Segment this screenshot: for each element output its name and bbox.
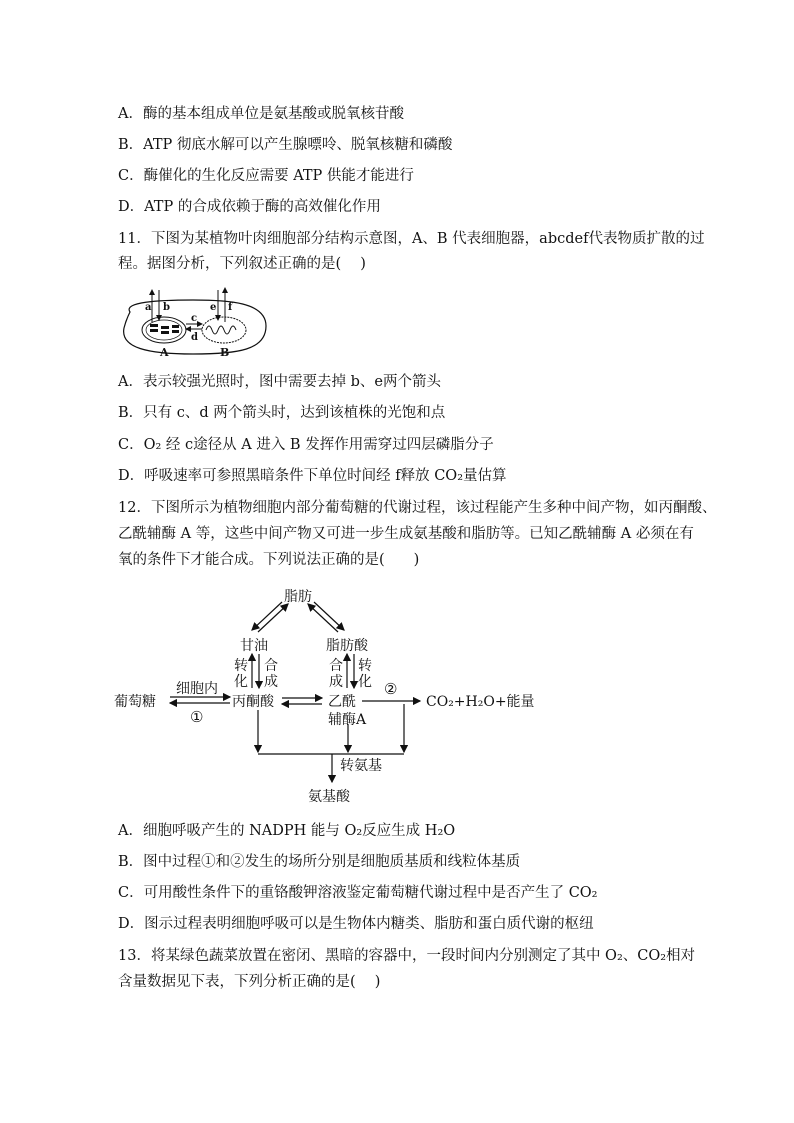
node-fat: 脂肪 <box>284 589 312 605</box>
node-fatty-acid: 脂肪酸 <box>326 638 368 654</box>
node-glucose: 葡萄糖 <box>114 694 156 710</box>
q11-stem-line1: 11．下图为某植物叶肉细胞部分结构示意图，A、B 代表细胞器，abcdef代表物质扩散的过 <box>118 231 705 247</box>
q11-cell-diagram <box>118 284 270 362</box>
q11-option-c: C．O₂ 经 c途径从 A 进入 B 发挥作用需穿过四层磷脂分子 <box>118 437 494 453</box>
q12-option-b: B．图中过程①和②发生的场所分别是细胞质基质和线粒体基质 <box>118 854 521 870</box>
label-convert-right-2: 化 <box>358 674 372 690</box>
label-step-1: ① <box>190 708 204 726</box>
q10-option-d: D．ATP 的合成依赖于酶的高效催化作用 <box>118 199 381 215</box>
label-synth-left-1: 合 <box>264 658 278 674</box>
q10-option-a: A．酶的基本组成单位是氨基酸或脱氧核苷酸 <box>118 106 404 122</box>
q12-option-a: A．细胞呼吸产生的 NADPH 能与 O₂反应生成 H₂O <box>118 823 456 839</box>
label-convert-left-2: 化 <box>234 674 248 690</box>
q12-stem-line3: 氧的条件下才能合成。下列说法正确的是( ) <box>118 552 420 568</box>
node-amino-acid: 氨基酸 <box>308 789 350 805</box>
q12-stem-line2: 乙酰辅酶 A 等，这些中间产物又可进一步生成氨基酸和脂肪等。已知乙酰辅酶 A 必须在有 <box>118 526 694 542</box>
label-A: A <box>160 346 169 359</box>
node-acetyl-2: 辅酶A <box>328 712 367 728</box>
label-synth-right-2: 成 <box>329 674 343 690</box>
node-acetyl-1: 乙酰 <box>328 694 356 710</box>
q13-stem-line2: 含量数据见下表，下列分析正确的是( ) <box>118 974 381 990</box>
q11-option-d: D．呼吸速率可参照黑暗条件下单位时间经 f释放 CO₂量估算 <box>118 468 507 484</box>
node-products: CO₂+H₂O+能量 <box>426 694 535 710</box>
q13-stem-line1: 13．将某绿色蔬菜放置在密闭、黑暗的容器中，一段时间内分别测定了其中 O₂、CO₂相对 <box>118 948 696 964</box>
q10-option-c: C．酶催化的生化反应需要 ATP 供能才能进行 <box>118 168 414 184</box>
node-glycerol: 甘油 <box>240 638 268 654</box>
label-a: a <box>145 302 152 313</box>
q12-option-d: D．图示过程表明细胞呼吸可以是生物体内糖类、脂肪和蛋白质代谢的枢纽 <box>118 916 594 932</box>
q12-stem-line1: 12．下图所示为植物细胞内部分葡萄糖的代谢过程，该过程能产生多种中间产物，如丙酮酸、 <box>118 500 717 516</box>
q11-option-a: A．表示较强光照时，图中需要去掉 b、e两个箭头 <box>118 374 441 390</box>
label-step-2: ② <box>384 680 398 698</box>
q11-stem-line2: 程。据图分析，下列叙述正确的是( ) <box>118 256 366 272</box>
q10-option-b: B．ATP 彻底水解可以产生腺嘌呤、脱氧核糖和磷酸 <box>118 137 453 153</box>
chloroplast-A <box>142 317 186 343</box>
q12-option-c: C．可用酸性条件下的重铬酸钾溶液鉴定葡萄糖代谢过程中是否产生了 CO₂ <box>118 885 598 901</box>
label-synth-left-2: 成 <box>264 674 278 690</box>
label-synth-right-1: 合 <box>329 658 343 674</box>
label-intracellular: 细胞内 <box>176 681 218 697</box>
label-b: b <box>163 302 170 313</box>
label-d: d <box>191 332 198 343</box>
label-transamination: 转氨基 <box>340 758 382 774</box>
q11-option-b: B．只有 c、d 两个箭头时，达到该植株的光饱和点 <box>118 405 446 421</box>
node-pyruvate: 丙酮酸 <box>232 694 274 710</box>
label-convert-left-1: 转 <box>234 658 248 674</box>
label-convert-right-1: 转 <box>358 658 372 674</box>
label-B: B <box>220 346 230 359</box>
label-c: c <box>191 313 198 324</box>
label-e: e <box>210 302 217 313</box>
label-f: f <box>228 302 233 313</box>
q12-metabolism-diagram <box>114 586 544 808</box>
